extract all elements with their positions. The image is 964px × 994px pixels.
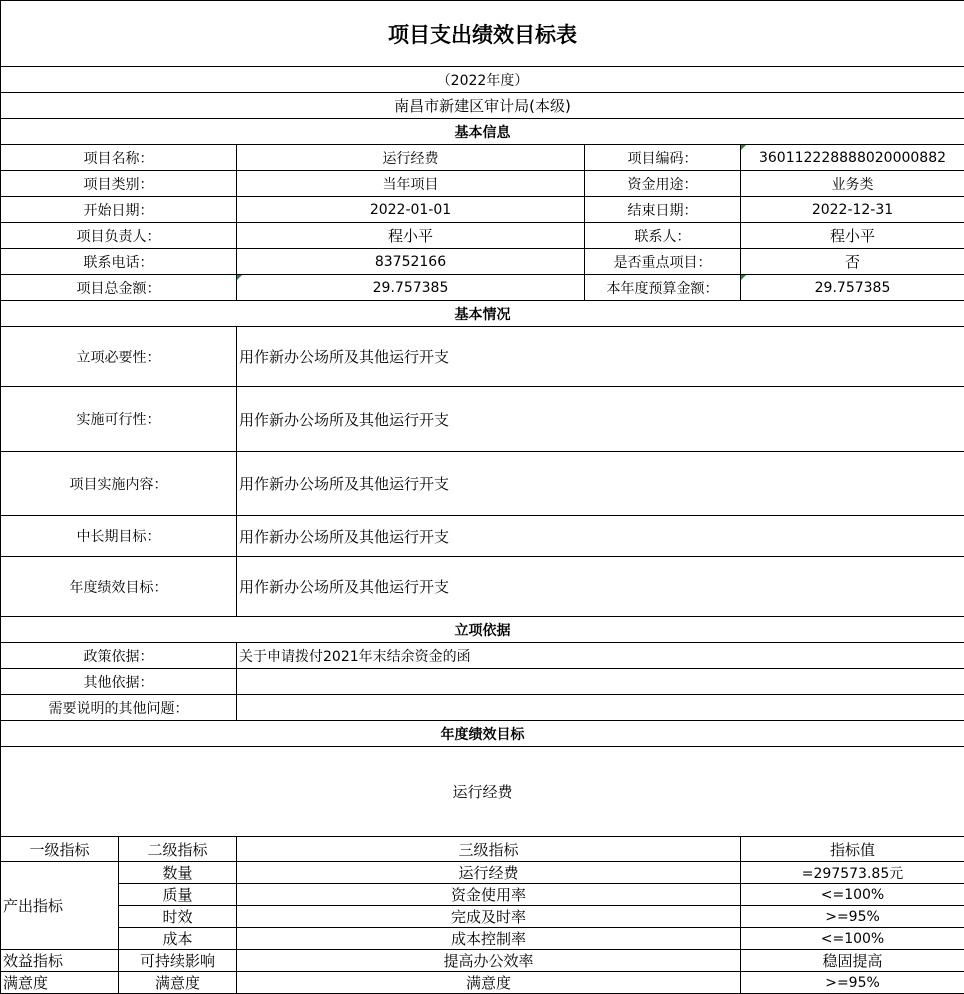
necessity-value: 用作新办公场所及其他运行开支 xyxy=(237,327,964,387)
notes-label: 需要说明的其他问题： xyxy=(1,695,237,721)
table-row-level3: 成本控制率 xyxy=(237,928,741,950)
contact-label: 联系人： xyxy=(585,223,741,249)
leader-value: 程小平 xyxy=(237,223,585,249)
content-value: 用作新办公场所及其他运行开支 xyxy=(237,452,964,516)
output-indicator-label: 产出指标 xyxy=(1,862,119,950)
policy-value: 关于申请拨付2021年末结余资金的函 xyxy=(237,643,964,669)
project-name-label: 项目名称： xyxy=(1,145,237,171)
key-project-label: 是否重点项目： xyxy=(585,249,741,275)
project-type-label: 项目类别： xyxy=(1,171,237,197)
satisfaction-value: >=95% xyxy=(741,972,964,994)
section-basic-info: 基本信息 xyxy=(1,119,964,145)
total-amount-label: 项目总金额： xyxy=(1,275,237,301)
annual-target-summary: 运行经费 xyxy=(1,747,964,837)
project-type-value: 当年项目 xyxy=(237,171,585,197)
header-level1: 一级指标 xyxy=(1,837,119,862)
table-row-level2: 数量 xyxy=(119,862,237,884)
section-basis: 立项依据 xyxy=(1,617,964,643)
content-label: 项目实施内容： xyxy=(1,452,237,516)
section-annual-targets: 年度绩效目标 xyxy=(1,721,964,747)
cell-marker-icon xyxy=(741,145,746,150)
header-value: 指标值 xyxy=(741,837,964,862)
key-project-value: 否 xyxy=(741,249,964,275)
header-level2: 二级指标 xyxy=(119,837,237,862)
annual-goal-label: 年度绩效目标： xyxy=(1,557,237,617)
other-basis-value xyxy=(237,669,964,695)
table-row-level3: 运行经费 xyxy=(237,862,741,884)
feasibility-value: 用作新办公场所及其他运行开支 xyxy=(237,387,964,452)
benefit-level2: 可持续影响 xyxy=(119,950,237,972)
report-year: （2022年度） xyxy=(1,67,964,93)
total-amount-value xyxy=(237,275,585,301)
policy-label: 政策依据： xyxy=(1,643,237,669)
table-row-level2: 时效 xyxy=(119,906,237,928)
project-name-value: 运行经费 xyxy=(237,145,585,171)
annual-budget-label: 本年度预算金额： xyxy=(585,275,741,301)
project-code-value xyxy=(741,145,964,171)
table-row-level2: 质量 xyxy=(119,884,237,906)
table-row-level3: 完成及时率 xyxy=(237,906,741,928)
table-row-value: <=100% xyxy=(741,884,964,906)
annual-goal-value: 用作新办公场所及其他运行开支 xyxy=(237,557,964,617)
start-date-label: 开始日期： xyxy=(1,197,237,223)
phone-value: 83752166 xyxy=(237,249,585,275)
table-row-value: <=100% xyxy=(741,928,964,950)
table-row-level3: 资金使用率 xyxy=(237,884,741,906)
fund-use-label: 资金用途： xyxy=(585,171,741,197)
project-code-label: 项目编码： xyxy=(585,145,741,171)
benefit-level3: 提高办公效率 xyxy=(237,950,741,972)
fund-use-value: 业务类 xyxy=(741,171,964,197)
table-row-value: >=95% xyxy=(741,906,964,928)
start-date-value: 2022-01-01 xyxy=(237,197,585,223)
necessity-label: 立项必要性： xyxy=(1,327,237,387)
notes-value xyxy=(237,695,964,721)
satisfaction-level3: 满意度 xyxy=(237,972,741,994)
total-amount-text: 29.757385 xyxy=(373,280,449,296)
phone-label: 联系电话： xyxy=(1,249,237,275)
other-basis-label: 其他依据： xyxy=(1,669,237,695)
cell-marker-icon xyxy=(237,275,242,280)
satisfaction-level1: 满意度 xyxy=(1,972,119,994)
feasibility-label: 实施可行性： xyxy=(1,387,237,452)
cell-marker-icon xyxy=(741,275,746,280)
leader-label: 项目负责人： xyxy=(1,223,237,249)
end-date-value: 2022-12-31 xyxy=(741,197,964,223)
project-code-text: 360112228888020000882 xyxy=(759,150,946,166)
table-row-level2: 成本 xyxy=(119,928,237,950)
end-date-label: 结束日期： xyxy=(585,197,741,223)
page-title: 项目支出绩效目标表 xyxy=(1,1,964,67)
satisfaction-level2: 满意度 xyxy=(119,972,237,994)
annual-budget-text: 29.757385 xyxy=(815,280,891,296)
long-term-value: 用作新办公场所及其他运行开支 xyxy=(237,516,964,557)
section-basic-situation: 基本情况 xyxy=(1,301,964,327)
annual-budget-value xyxy=(741,275,964,301)
table-row-value: =297573.85元 xyxy=(741,862,964,884)
report-unit: 南昌市新建区审计局(本级) xyxy=(1,93,964,119)
benefit-value: 稳固提高 xyxy=(741,950,964,972)
header-level3: 三级指标 xyxy=(237,837,741,862)
contact-value: 程小平 xyxy=(741,223,964,249)
long-term-label: 中长期目标： xyxy=(1,516,237,557)
benefit-level1: 效益指标 xyxy=(1,950,119,972)
